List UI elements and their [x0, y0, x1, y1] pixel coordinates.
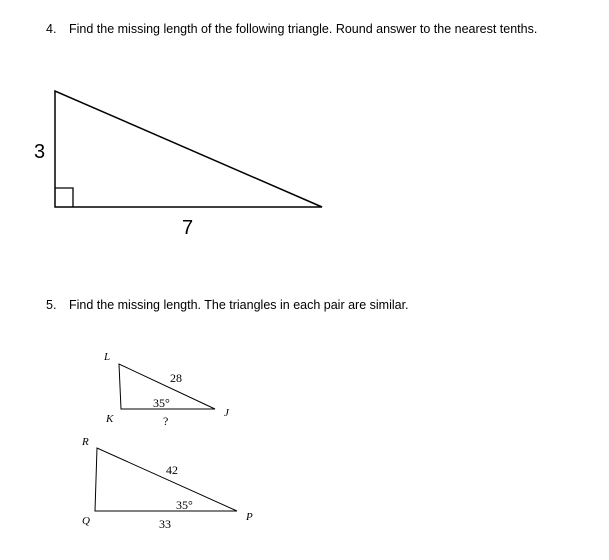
- question-5-text: Find the missing length. The triangles in each pair are similar.: [69, 298, 409, 312]
- q5-large-vertex-right: P: [246, 511, 253, 523]
- q5-small-vertex-left: K: [106, 413, 114, 425]
- question-4-number: 4.: [46, 22, 57, 36]
- q5-small-triangle: [103, 351, 230, 428]
- q4-triangle-outline: [55, 91, 322, 207]
- q5-large-hypotenuse-label: 42: [166, 463, 178, 477]
- question-5: [46, 298, 409, 312]
- q5-small-angle-label: 35°: [153, 396, 170, 410]
- q4-right-angle-mark: [55, 188, 73, 207]
- q5-small-hypotenuse-label: 28: [170, 371, 182, 385]
- q5-large-vertex-top: R: [82, 436, 89, 448]
- q5-large-angle-label: 35°: [176, 498, 193, 512]
- q5-small-bottom-label: ?: [163, 414, 169, 428]
- q4-side-bottom-label: 7: [182, 217, 194, 239]
- q4-side-left-label: 3: [34, 141, 46, 163]
- q5-large-vertex-left: Q: [82, 515, 90, 527]
- q5-small-vertex-top: L: [104, 351, 111, 363]
- q5-large-triangle: [81, 436, 253, 531]
- q5-large-bottom-label: 33: [159, 517, 171, 531]
- question-4-text: Find the missing length of the following triangle. Round answer to the nearest tenths.: [69, 22, 538, 36]
- q5-large-triangle-outline: [95, 448, 237, 511]
- question-5-number: 5.: [46, 298, 57, 312]
- q5-small-vertex-right: J: [224, 407, 229, 419]
- q4-right-triangle: [34, 91, 322, 239]
